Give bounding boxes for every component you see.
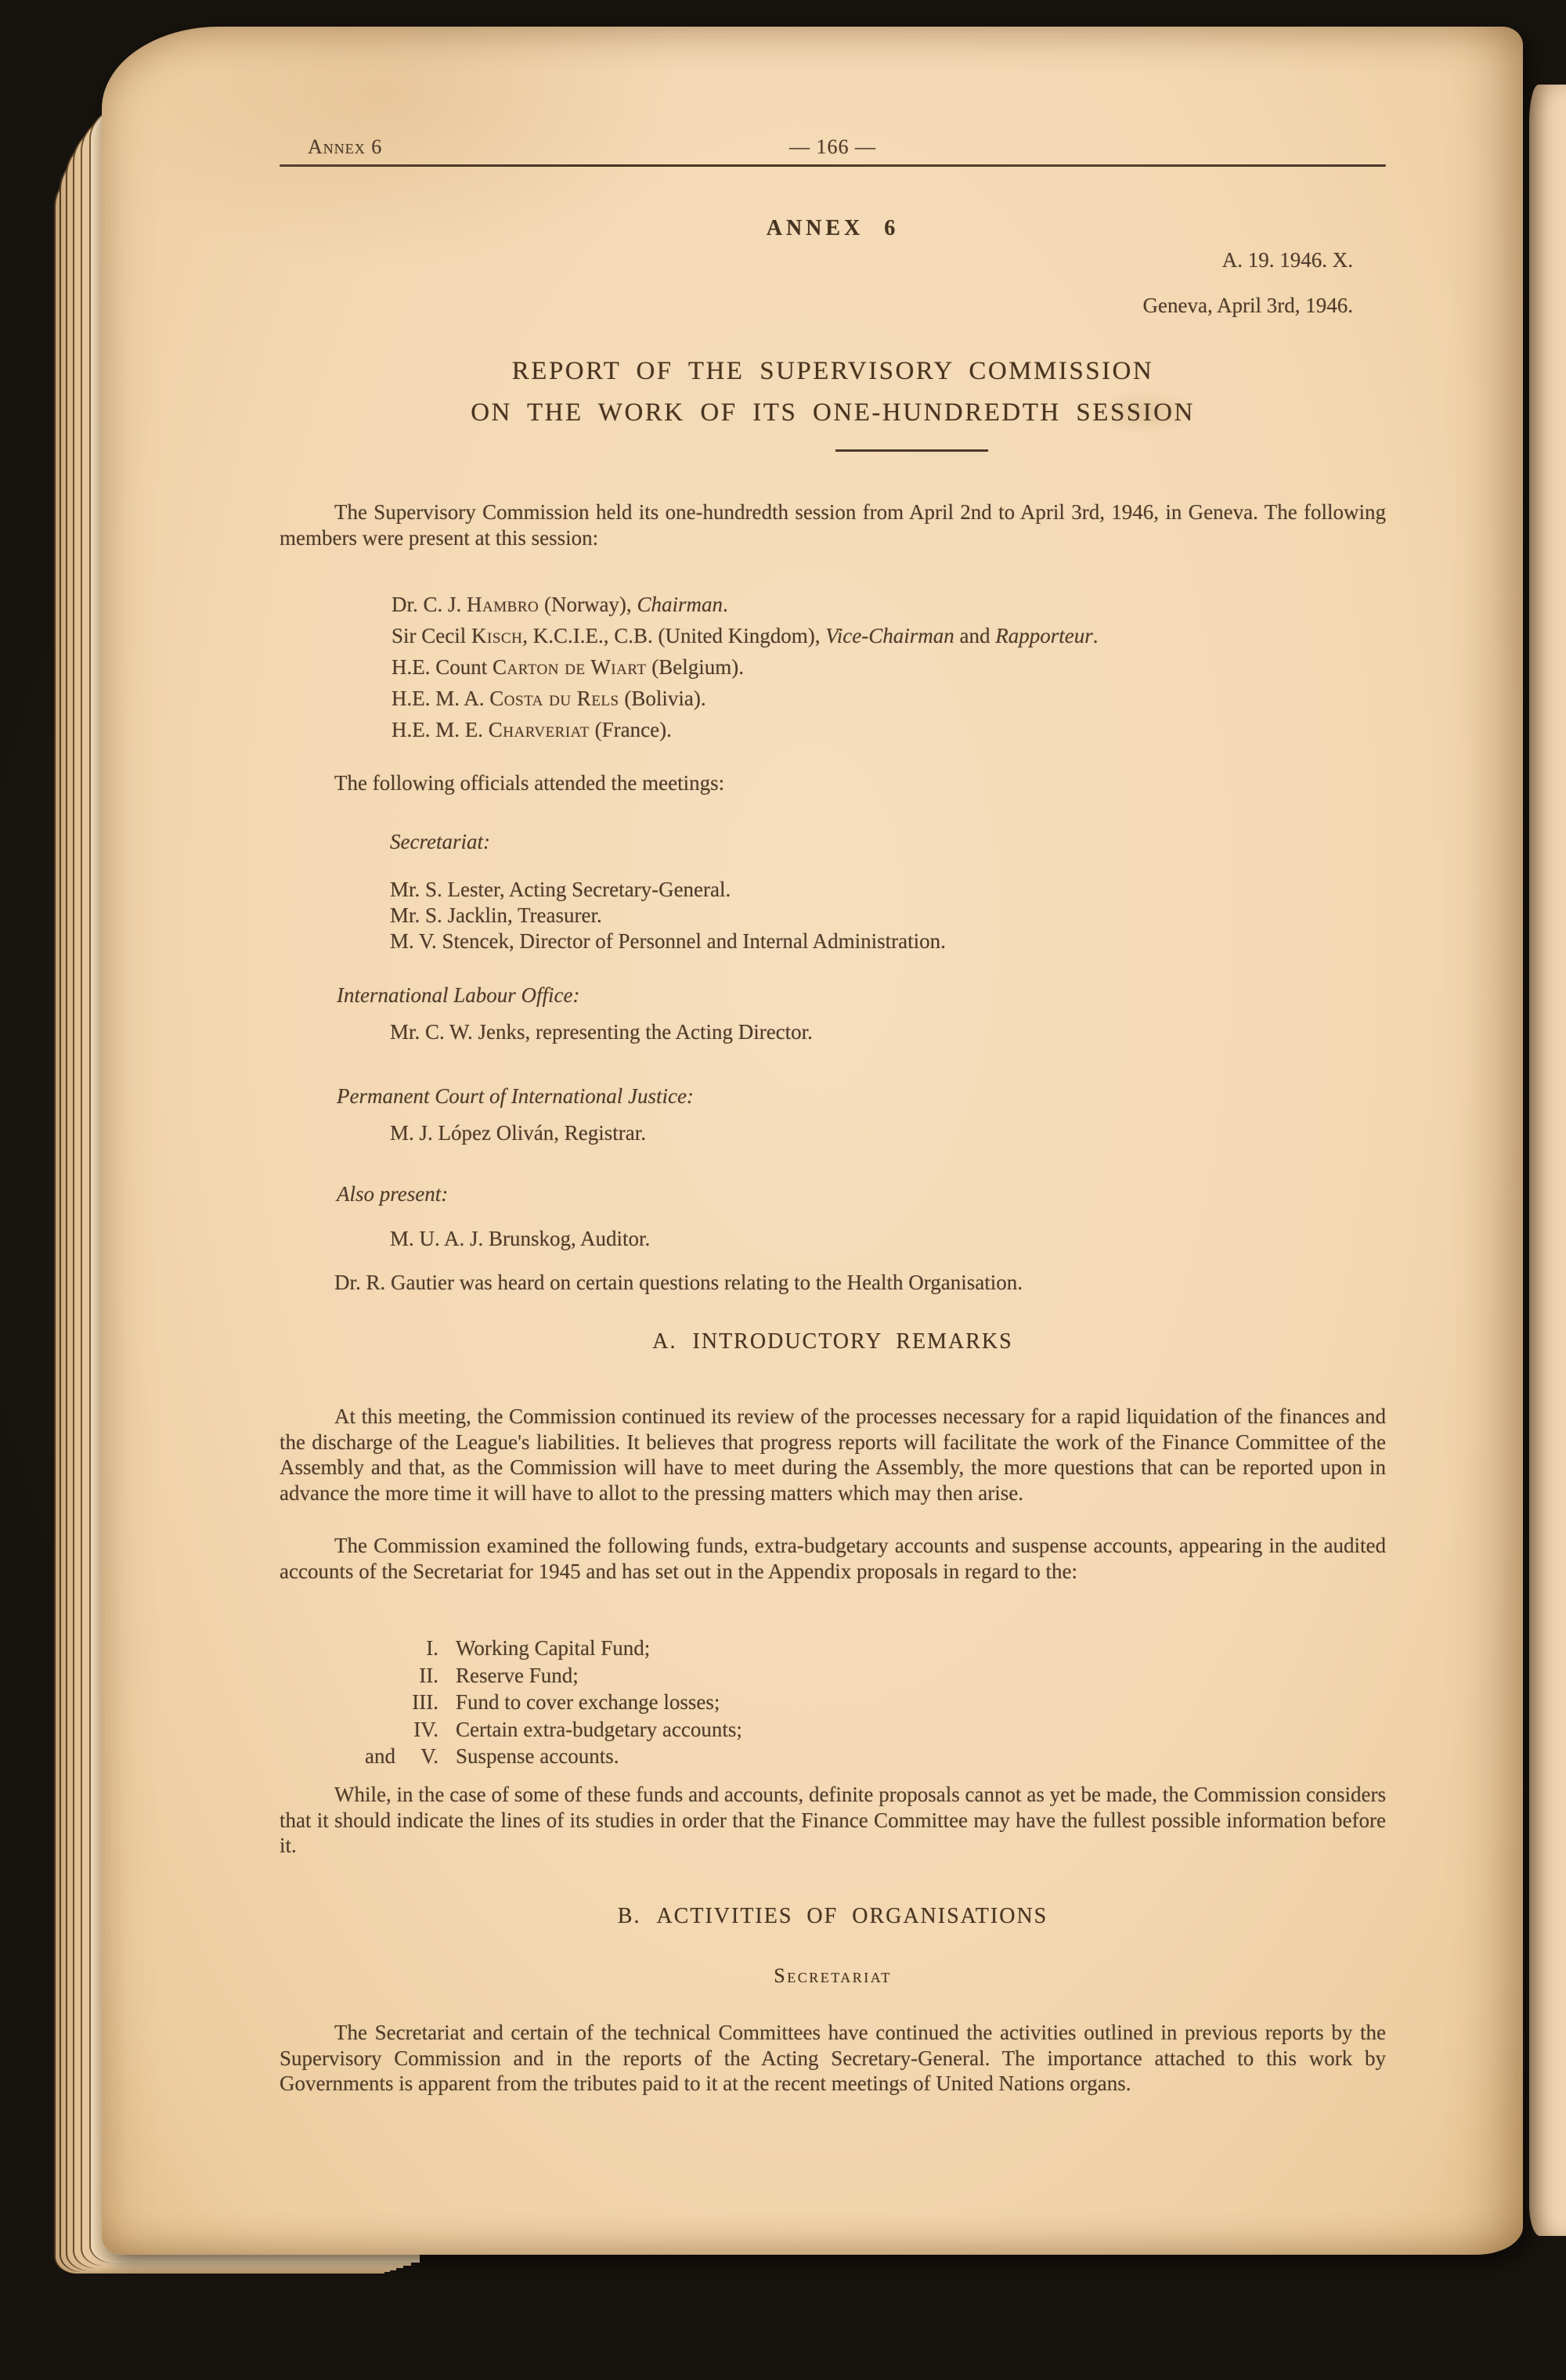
group-heading-also-present: Also present: [337, 1182, 449, 1206]
fund-item-text: Certain extra-budgetary accounts; [456, 1717, 742, 1741]
fund-list-item [339, 1662, 1279, 1689]
fund-item-prefix [339, 1716, 395, 1744]
section-b-letter: B. [617, 1904, 641, 1928]
section-b-label: ACTIVITIES OF ORGANISATIONS [656, 1904, 1048, 1928]
fund-item-prefix: and [365, 1744, 395, 1768]
fund-list-item [339, 1689, 1279, 1716]
document-number: A. 19. 1946. X. [1221, 248, 1353, 272]
group-heading-pcij: Permanent Court of International Justice: [337, 1084, 694, 1108]
fund-item-prefix [339, 1662, 395, 1689]
fund-item-numeral: III. [412, 1690, 438, 1714]
section-b-heading [280, 1904, 1386, 1930]
person-row: M. J. López Oliván, Registrar. [390, 1121, 646, 1145]
fund-item-numeral: I. [426, 1636, 438, 1660]
fund-item-text: Fund to cover exchange losses; [456, 1690, 720, 1714]
fund-list [339, 1635, 1279, 1770]
people-list-secretariat [390, 877, 1386, 954]
intro-paragraph: The Supervisory Commission held its one-hundredth session from April 2nd to April 3rd, 1946, in Geneva. The following members were present at this session: [280, 500, 1386, 550]
fund-item-numeral: IV. [413, 1717, 438, 1741]
officials-intro: The following officials attended the meetings: [334, 771, 725, 795]
fund-item-text: Reserve Fund; [456, 1663, 579, 1687]
secretariat-subheading: Secretariat [774, 1964, 892, 1987]
person-row: Mr. C. W. Jenks, representing the Acting Director. [390, 1020, 813, 1044]
running-header [280, 135, 1386, 161]
annex-heading: ANNEX 6 [766, 216, 900, 240]
section-a-paragraph-3: While, in the case of some of these funds and accounts, definite proposals cannot as yet be made, the Commission considers that it should indicate the lines of its studies in order that the Finance Committee may have the fullest possible information before it. [280, 1783, 1386, 1857]
person-row: Mr. S. Lester, Acting Secretary-General. [390, 878, 731, 901]
people-list-also-present [390, 1226, 1386, 1252]
section-a-label: INTRODUCTORY REMARKS [692, 1329, 1013, 1354]
fund-item-text: Suspense accounts. [456, 1744, 619, 1768]
person-row: M. U. A. J. Brunskog, Auditor. [390, 1227, 651, 1250]
member-row: H.E. Count Carton de Wiart (Belgium). [392, 655, 744, 679]
fund-item-text: Working Capital Fund; [456, 1636, 651, 1660]
fund-item-numeral: II. [419, 1663, 438, 1687]
fund-list-item [339, 1635, 1279, 1662]
header-rule [280, 164, 1386, 167]
section-a-paragraph-1: At this meeting, the Commission continued its review of the processes necessary for a rapid liquidation of the finances and the discharge of the League's liabilities. It believes that progress reports will facilitate the work of the Finance Committee of the Assembly and that, as the Commission will have to meet during the Assembly, the more questions that can be reported upon in advance the more time it will have to allot to the pressing matters which may then arise. [280, 1405, 1386, 1505]
document-page [102, 27, 1523, 2255]
member-row: H.E. M. A. Costa du Rels (Bolivia). [392, 687, 706, 710]
group-heading-ilo: International Labour Office: [337, 983, 580, 1007]
fund-item-numeral: V. [420, 1744, 438, 1768]
person-row: M. V. Stencek, Director of Personnel and Internal Administration. [390, 929, 946, 953]
fund-item-prefix [339, 1635, 395, 1662]
members-list [392, 589, 1386, 745]
section-a-heading [280, 1329, 1386, 1355]
section-a-letter: A. [652, 1329, 677, 1354]
person-row: Mr. S. Jacklin, Treasurer. [390, 903, 602, 927]
place-and-date: Geneva, April 3rd, 1946. [1142, 294, 1353, 317]
document-title [280, 351, 1386, 434]
member-row: H.E. M. E. Charveriat (France). [392, 718, 672, 741]
title-divider-rule [835, 449, 988, 452]
title-line-1: REPORT OF THE SUPERVISORY COMMISSION [511, 357, 1154, 385]
fund-list-item [339, 1716, 1279, 1744]
section-b-paragraph: The Secretariat and certain of the technical Committees have continued the activities outlined in previous reports by the Supervisory Commission and in the reports of the Acting Secretary-General. The importance attached to this work by Governments is apparent from the tributes paid to it at the recent meetings of United Nations organs. [280, 2021, 1386, 2095]
facing-page-edge [1529, 85, 1566, 2236]
title-line-2: ON THE WORK OF ITS ONE-HUNDREDTH SESSION [471, 398, 1195, 427]
fund-list-item [339, 1743, 1279, 1770]
member-row: Sir Cecil Kisch, K.C.I.E., C.B. (United Kingdom), Vice-Chairman and Rapporteur. [392, 624, 1099, 647]
member-row: Dr. C. J. Hambro (Norway), Chairman. [392, 593, 728, 616]
gautier-note: Dr. R. Gautier was heard on certain questions relating to the Health Organisation. [334, 1271, 1023, 1294]
page-number: — 166 — [789, 135, 876, 158]
group-heading-secretariat: Secretariat: [390, 830, 490, 853]
fund-item-prefix [339, 1689, 395, 1716]
running-header-annex: Annex 6 [308, 135, 383, 158]
people-list-ilo [390, 1019, 1386, 1045]
people-list-pcij [390, 1120, 1386, 1146]
section-a-paragraph-2: The Commission examined the following funds, extra-budgetary accounts and suspense accounts, appearing in the audited accounts of the Secretariat for 1945 and has set out in the Appendix proposals in regard to the: [280, 1534, 1386, 1583]
